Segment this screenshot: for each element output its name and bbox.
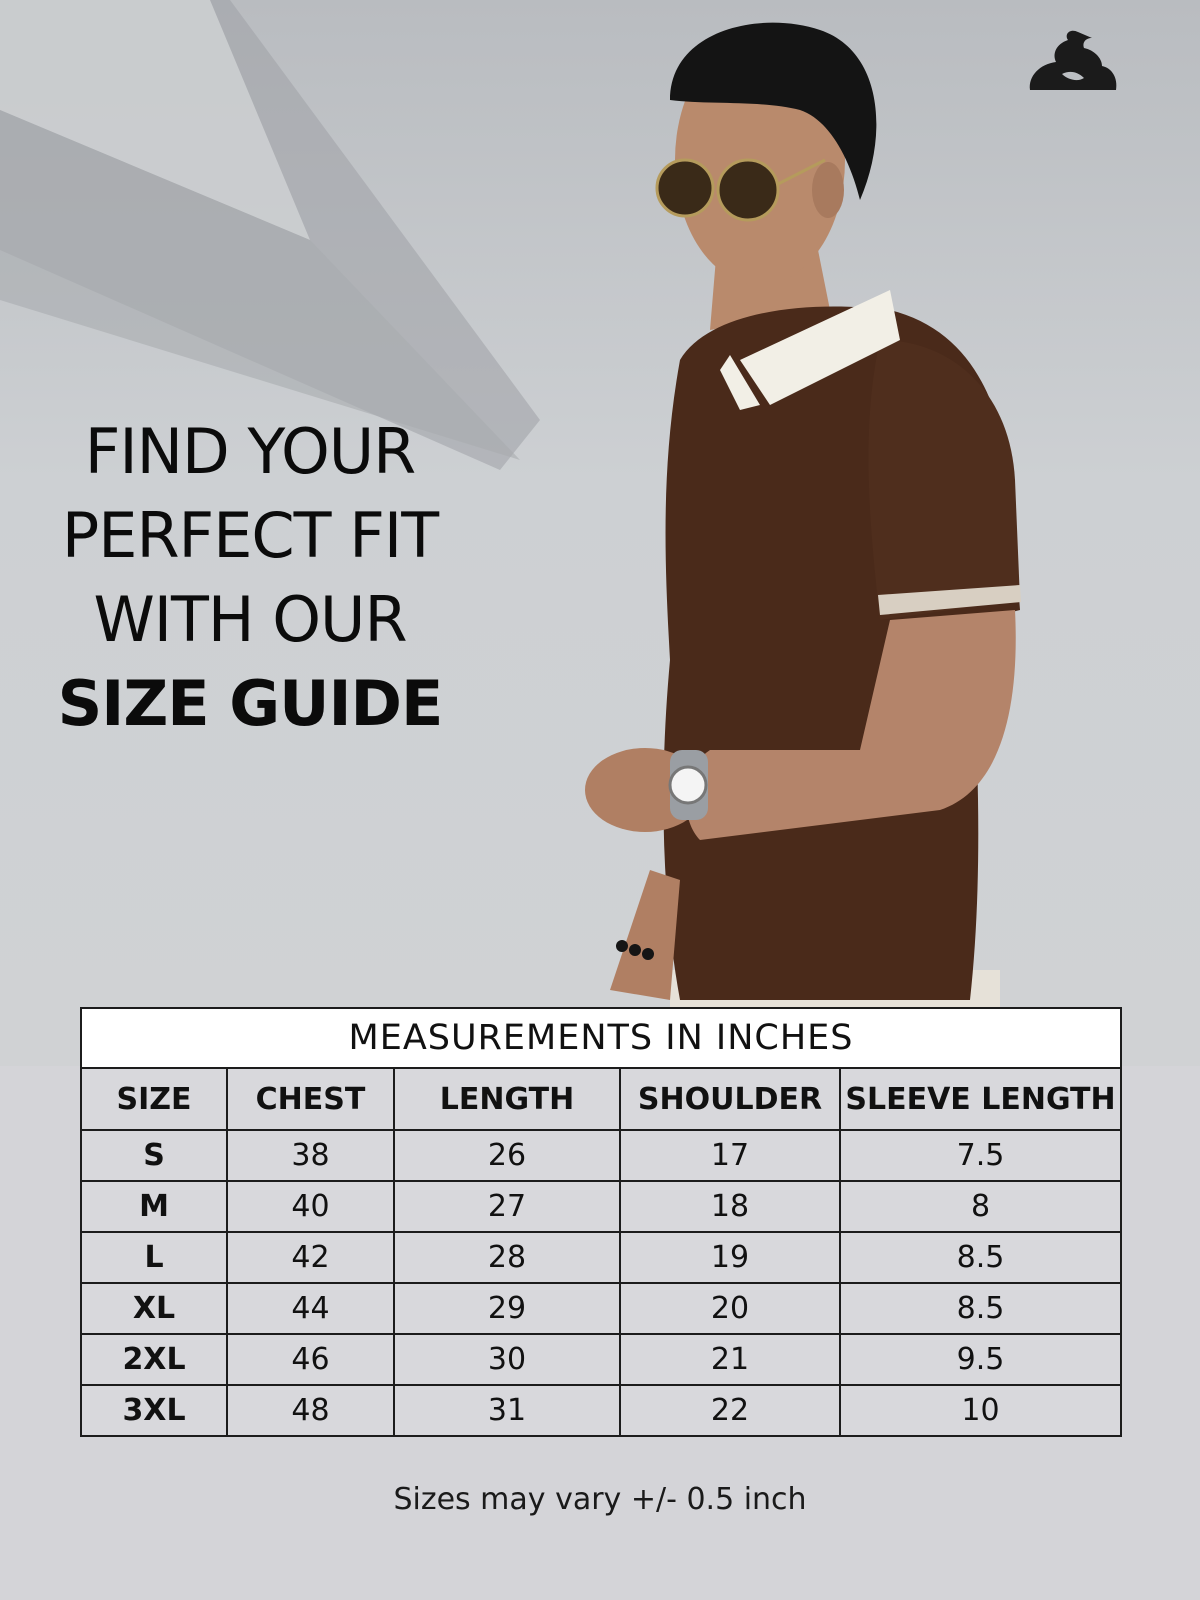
cell-sleeve-length: 9.5 — [840, 1334, 1121, 1385]
header-chest: CHEST — [227, 1068, 394, 1130]
cell-size: XL — [81, 1283, 227, 1334]
model-photo — [560, 10, 1080, 1066]
table-row — [81, 1232, 1121, 1283]
cell-chest: 40 — [227, 1181, 394, 1232]
cell-size: S — [81, 1130, 227, 1181]
cell-chest: 46 — [227, 1334, 394, 1385]
cell-shoulder: 20 — [620, 1283, 840, 1334]
cell-sleeve-length: 8.5 — [840, 1232, 1121, 1283]
size-chart-table — [80, 1007, 1122, 1437]
cell-chest: 48 — [227, 1385, 394, 1436]
cell-sleeve-length: 8 — [840, 1181, 1121, 1232]
cell-length: 31 — [394, 1385, 620, 1436]
header-size: SIZE — [81, 1068, 227, 1130]
table-header-row — [81, 1068, 1121, 1130]
cell-length: 30 — [394, 1334, 620, 1385]
cell-length: 26 — [394, 1130, 620, 1181]
table-caption-row — [81, 1008, 1121, 1068]
header-shoulder: SHOULDER — [620, 1068, 840, 1130]
table-row — [81, 1385, 1121, 1436]
cell-sleeve-length: 8.5 — [840, 1283, 1121, 1334]
cell-sleeve-length: 10 — [840, 1385, 1121, 1436]
cell-size: 3XL — [81, 1385, 227, 1436]
cell-shoulder: 18 — [620, 1181, 840, 1232]
cell-chest: 44 — [227, 1283, 394, 1334]
size-variance-note: Sizes may vary +/- 0.5 inch — [393, 1482, 807, 1517]
headline-line-1: FIND YOUR — [84, 415, 416, 488]
headline-line-2: PERFECT FIT — [61, 499, 439, 572]
cell-length: 27 — [394, 1181, 620, 1232]
cell-size: 2XL — [81, 1334, 227, 1385]
header-sleeve-length: SLEEVE LENGTH — [840, 1068, 1121, 1130]
cell-size: L — [81, 1232, 227, 1283]
cell-shoulder: 22 — [620, 1385, 840, 1436]
cell-shoulder: 17 — [620, 1130, 840, 1181]
cell-chest: 42 — [227, 1232, 394, 1283]
headline-line-4: SIZE GUIDE — [57, 667, 443, 740]
headline-line-3: WITH OUR — [93, 583, 407, 656]
cell-shoulder: 19 — [620, 1232, 840, 1283]
cell-shoulder: 21 — [620, 1334, 840, 1385]
cell-sleeve-length: 7.5 — [840, 1130, 1121, 1181]
table-row — [81, 1283, 1121, 1334]
headline — [40, 410, 460, 746]
cell-chest: 38 — [227, 1130, 394, 1181]
table-row — [81, 1334, 1121, 1385]
cell-length: 29 — [394, 1283, 620, 1334]
table-row — [81, 1181, 1121, 1232]
cell-length: 28 — [394, 1232, 620, 1283]
table-caption: MEASUREMENTS IN INCHES — [81, 1008, 1121, 1068]
header-length: LENGTH — [394, 1068, 620, 1130]
cell-size: M — [81, 1181, 227, 1232]
table-row — [81, 1130, 1121, 1181]
